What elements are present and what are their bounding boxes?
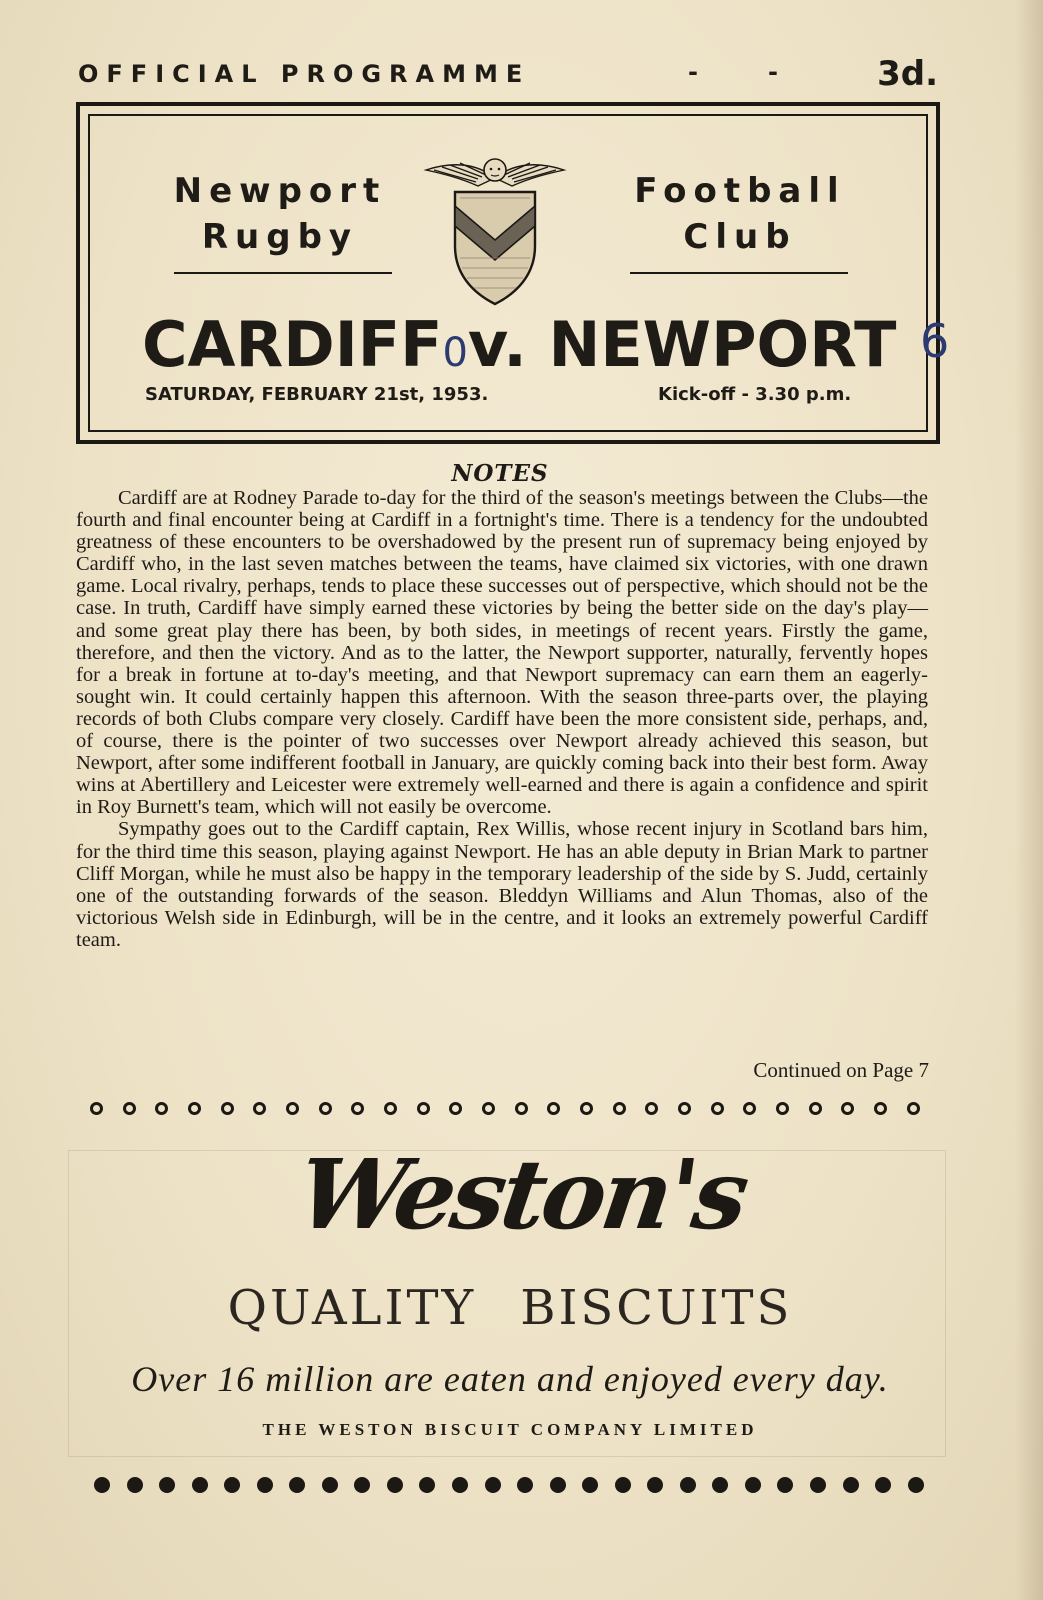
versus-label: v. (467, 308, 527, 381)
ring-ornament (286, 1102, 299, 1115)
dot-ornament (159, 1477, 175, 1493)
ring-divider (90, 1096, 920, 1120)
match-header-inner-frame (88, 114, 950, 432)
programme-price: 3d. (877, 54, 938, 94)
match-title (142, 308, 950, 381)
programme-header-line (78, 54, 938, 94)
advert-headline-word: QUALITY (227, 1280, 477, 1336)
home-team: CARDIFF (142, 308, 443, 381)
header-separator: - (688, 58, 698, 86)
club-name-right (620, 168, 860, 260)
ring-ornament (580, 1102, 593, 1115)
club-name-club: Club (683, 217, 797, 257)
ring-ornament (678, 1102, 691, 1115)
ring-ornament (253, 1102, 266, 1115)
dot-ornament (582, 1477, 598, 1493)
dot-ornament (908, 1477, 924, 1493)
dot-ornament (810, 1477, 826, 1493)
ring-ornament (90, 1102, 103, 1115)
ring-ornament (809, 1102, 822, 1115)
ring-ornament (711, 1102, 724, 1115)
dot-ornament (127, 1477, 143, 1493)
ring-ornament (123, 1102, 136, 1115)
notes-paragraph: Cardiff are at Rodney Parade to-day for the third of the season's meetings between the Clubs—the fourth and final encounter being at Cardiff in a fortnight's time. There is a tendency for the undoubted greatness of these encounters to be overshadowed by the present run of supremacy being enjoyed by Cardiff who, in the last seven matches between the teams, have claimed six victories, with one drawn game. Local rivalry, perhaps, tends to place these successes out of perspective, which should not be the case. In truth, Cardiff have simply earned these victories by being the better side on the day's play—and some great play there has been, by both sides, in meetings of recent years. Firstly the game, therefore, and then the victory. And as to the latter, the Newport supporter, naturally, fervently hopes for a break in fortune at to-day's meeting, and that Newport supremacy can earn them an eagerly-sought win. It could certainly happen this afternoon. With the season three-parts over, the playing records of both Clubs compare very closely. Cardiff have been the more consistent side, perhaps, and, of course, there is the pointer of two successes over Newport already achieved this season, but Newport, after some indifferent football in January, are quickly coming back into their best form. Away wins at Abertillery and Leicester were extremely well-earned and there is again a confidence and spirit in Roy Burnett's team, which will not easily be overcome. (76, 487, 928, 819)
ring-ornament (221, 1102, 234, 1115)
ring-ornament (482, 1102, 495, 1115)
dot-ornament (94, 1477, 110, 1493)
kickoff-time: Kick-off - 3.30 p.m. (658, 384, 852, 405)
dot-ornament (615, 1477, 631, 1493)
match-date: SATURDAY, FEBRUARY 21st, 1953. (145, 384, 489, 405)
dot-ornament (517, 1477, 533, 1493)
programme-title: OFFICIAL PROGRAMME (78, 60, 531, 88)
ring-ornament (515, 1102, 528, 1115)
ring-ornament (874, 1102, 887, 1115)
dot-ornament (224, 1477, 240, 1493)
home-score-handwritten: 0 (442, 330, 468, 376)
club-name-football: Football (634, 171, 846, 211)
notes-body (76, 487, 928, 951)
dot-ornament (452, 1477, 468, 1493)
ring-ornament (841, 1102, 854, 1115)
dot-ornament (192, 1477, 208, 1493)
notes-paragraph: Sympathy goes out to the Cardiff captain, Rex Willis, whose recent injury in Scotland bars him, for the third time this season, playing against Newport. He has an able deputy in Brian Mark to partner Cliff Morgan, while he must also be happy in the temporary leadership of the side by S. Judd, certainly one of the outstanding forwards of the season. Bleddyn Williams and Alun Thomas, also of the victorious Welsh side in Edinburgh, will be in the centre, and it looks an extremely powerful Cardiff team. (76, 818, 928, 951)
advert-headline (0, 1280, 1020, 1336)
dot-ornament (485, 1477, 501, 1493)
weston-brand-logo: Weston's (291, 1138, 752, 1251)
ring-ornament (351, 1102, 364, 1115)
dot-ornament (387, 1477, 403, 1493)
dot-ornament (354, 1477, 370, 1493)
dot-ornament (745, 1477, 761, 1493)
dot-ornament (419, 1477, 435, 1493)
divider-rule (630, 272, 848, 274)
dot-ornament (777, 1477, 793, 1493)
ring-ornament (319, 1102, 332, 1115)
dot-ornament (550, 1477, 566, 1493)
dot-ornament (647, 1477, 663, 1493)
dot-ornament (843, 1477, 859, 1493)
match-header-box (76, 102, 950, 444)
advert-tagline: Over 16 million are eaten and enjoyed every day. (131, 1359, 889, 1399)
ring-ornament (449, 1102, 462, 1115)
notes-heading: NOTES (451, 460, 549, 487)
club-name-newport: Newport (173, 171, 387, 211)
dot-ornament (712, 1477, 728, 1493)
dot-ornament (257, 1477, 273, 1493)
winged-shield-crest-icon (420, 148, 570, 308)
dot-divider (94, 1472, 924, 1498)
dot-ornament (875, 1477, 891, 1493)
advert-company: THE WESTON BISCUIT COMPANY LIMITED (262, 1420, 758, 1439)
dot-ornament (322, 1477, 338, 1493)
away-score-handwritten: 6 (920, 314, 950, 368)
ring-ornament (776, 1102, 789, 1115)
away-team: NEWPORT (548, 308, 897, 381)
ring-ornament (188, 1102, 201, 1115)
divider-rule (174, 272, 392, 274)
ring-ornament (384, 1102, 397, 1115)
ring-ornament (907, 1102, 920, 1115)
club-name-rugby: Rugby (201, 217, 359, 257)
ring-ornament (613, 1102, 626, 1115)
ring-ornament (417, 1102, 430, 1115)
ring-ornament (743, 1102, 756, 1115)
header-separator: - (768, 58, 778, 86)
dot-ornament (289, 1477, 305, 1493)
ring-ornament (155, 1102, 168, 1115)
dot-ornament (680, 1477, 696, 1493)
ring-ornament (645, 1102, 658, 1115)
ring-ornament (547, 1102, 560, 1115)
continued-note: Continued on Page 7 (753, 1058, 929, 1082)
advert-headline-word: BISCUITS (520, 1280, 793, 1336)
club-name-left (160, 168, 400, 260)
